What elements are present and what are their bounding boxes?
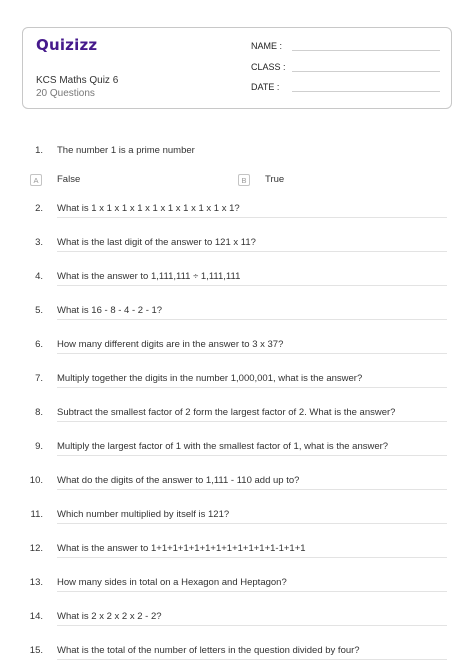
question-13	[0, 577, 474, 591]
question-text: What is the total of the number of letters in the question divided by four?	[57, 645, 360, 656]
class-label: CLASS :	[251, 62, 286, 72]
question-15	[0, 645, 474, 659]
answer-line	[57, 251, 447, 252]
question-4	[0, 271, 474, 285]
date-field	[251, 82, 279, 92]
question-number: 2.	[35, 203, 43, 214]
answer-line	[57, 421, 447, 422]
question-text: What do the digits of the answer to 1,111 - 110 add up to?	[57, 475, 300, 486]
question-1	[0, 145, 474, 159]
question-text: Which number multiplied by itself is 121?	[57, 509, 230, 520]
question-number: 3.	[35, 237, 43, 248]
question-text: Subtract the smallest factor of 2 form the largest factor of 2. What is the answer?	[57, 407, 396, 418]
date-line	[292, 91, 440, 92]
answer-line	[57, 319, 447, 320]
answer-line	[57, 353, 447, 354]
question-number: 6.	[35, 339, 43, 350]
answer-line	[57, 523, 447, 524]
question-5	[0, 305, 474, 319]
worksheet-header	[22, 27, 452, 109]
question-3	[0, 237, 474, 251]
question-number: 8.	[35, 407, 43, 418]
question-number: 4.	[35, 271, 43, 282]
question-text: What is the answer to 1,111,111 ÷ 1,111,111	[57, 271, 241, 282]
option-a-text: False	[57, 174, 81, 185]
quiz-title: KCS Maths Quiz 6	[36, 75, 119, 86]
name-label: NAME :	[251, 41, 283, 51]
question-11	[0, 509, 474, 523]
question-12	[0, 543, 474, 557]
class-field	[251, 62, 286, 72]
name-line	[292, 50, 440, 51]
question-text: What is 1 x 1 x 1 x 1 x 1 x 1 x 1 x 1 x 1 x 1?	[57, 203, 240, 214]
answer-line	[57, 285, 447, 286]
question-number: 14.	[29, 611, 43, 622]
question-number: 11.	[30, 509, 43, 520]
answer-line	[57, 659, 447, 660]
option-b-text: True	[265, 174, 285, 185]
date-label: DATE :	[251, 82, 280, 92]
question-number: 12.	[29, 543, 43, 554]
answer-line	[57, 625, 447, 626]
answer-line	[57, 387, 447, 388]
answer-line	[57, 217, 447, 218]
answer-line	[57, 455, 447, 456]
question-number: 5.	[35, 305, 43, 316]
question-14	[0, 611, 474, 625]
question-text: How many sides in total on a Hexagon and Heptagon?	[57, 577, 287, 588]
question-text: What is 16 - 8 - 4 - 2 - 1?	[57, 305, 163, 316]
question-6	[0, 339, 474, 353]
answer-line	[57, 591, 447, 592]
class-line	[292, 71, 440, 72]
question-number: 7.	[35, 373, 43, 384]
quizizz-logo: Quizizz	[36, 36, 98, 54]
question-text: Multiply together the digits in the number 1,000,001, what is the answer?	[57, 373, 363, 384]
answer-line	[57, 489, 447, 490]
question-text: What is the answer to 1+1+1+1+1+1+1+1+1+1+1+1-1+1+1	[57, 543, 306, 554]
question-7	[0, 373, 474, 387]
question-text: What is 2 x 2 x 2 x 2 - 2?	[57, 611, 162, 622]
answer-line	[57, 557, 447, 558]
question-number: 15.	[29, 645, 43, 656]
question-8	[0, 407, 474, 421]
question-number: 10.	[29, 475, 43, 486]
name-field	[251, 41, 282, 51]
question-text: What is the last digit of the answer to 121 x 11?	[57, 237, 256, 248]
question-10	[0, 475, 474, 489]
question-text: Multiply the largest factor of 1 with the smallest factor of 1, what is the answer?	[57, 441, 389, 452]
question-number: 9.	[35, 441, 43, 452]
question-text: The number 1 is a prime number	[57, 145, 195, 156]
question-text: How many different digits are in the answer to 3 x 37?	[57, 339, 284, 350]
question-9	[0, 441, 474, 455]
question-count: 20 Questions	[36, 88, 95, 99]
question-number: 13.	[29, 577, 43, 588]
option-b-box: B	[238, 174, 250, 186]
option-a-box: A	[30, 174, 42, 186]
question-2	[0, 203, 474, 217]
question-number: 1.	[35, 145, 43, 156]
